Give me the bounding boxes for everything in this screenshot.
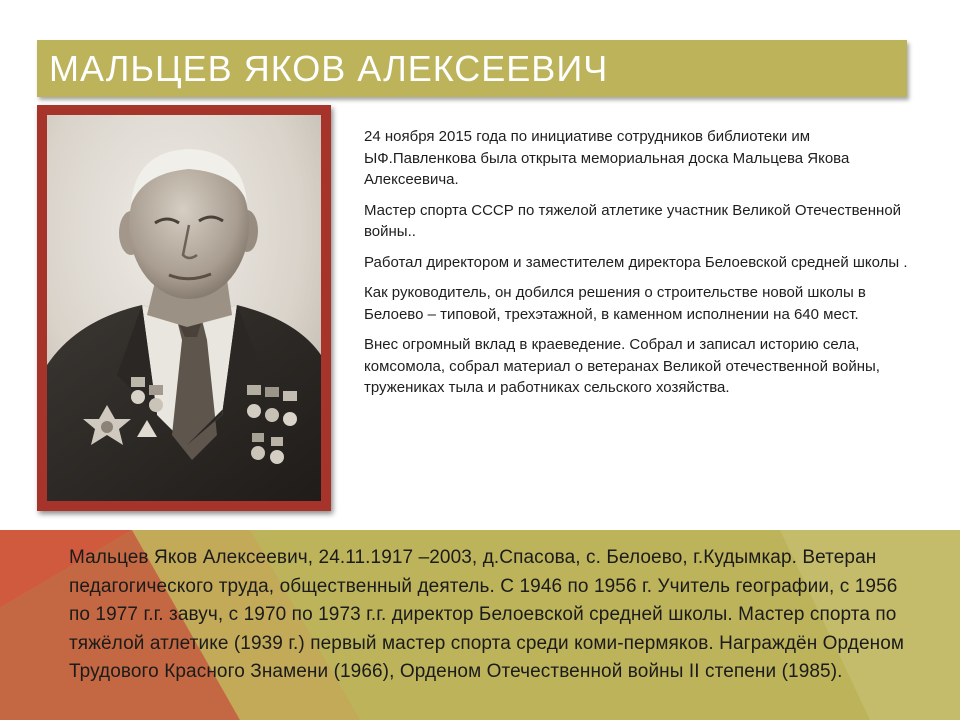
bio-paragraph-director: Работал директором и заместителем директора Белоевской средней школы . <box>364 253 908 271</box>
summary-text: Мальцев Яков Алексеевич, 24.11.1917 –2003, д.Спасова, с. Белоево, г.Кудымкар. Ветеран педагогического труда, общественный деятель. С 1946 по 1956 г. Учитель географии, с 1956 по 1977 г.г. завуч, с 1970 по 1973 г.г. директор Белоевской средней школы. Мастер спорта по тяжёлой атлетике (1939 г.) первый мастер спорта среди коми-пермяков. Награждён Орденом Трудового Красного Знамени (1966), Орденом Отечественной войны II степени (1985). <box>69 547 905 682</box>
title-bar <box>37 40 907 97</box>
bio-text <box>364 126 924 408</box>
portrait-illustration <box>47 115 321 501</box>
bio-paragraph-school: Как руководитель, он добился решения о строительстве новой школы в Белоево – типовой, трехэтажной, в каменном исполнении на 640 мест. <box>364 284 866 323</box>
portrait-frame <box>37 105 331 511</box>
bio-paragraph-plaque: 24 ноября 2015 года по инициативе сотрудников библиотеки им ЫФ.Павленкова была открыта мемориальная доска Мальцева Якова Алексеевича. <box>364 128 850 188</box>
bio-paragraph-local-history: Внес огромный вклад в краеведение. Собрал и записал историю села, комсомола, собрал материал о ветеранах Великой отечественной войны, тружениках тыла и работниках сельского хозяйства. <box>364 336 880 396</box>
page-title: МАЛЬЦЕВ ЯКОВ АЛЕКСЕЕВИЧ <box>49 48 609 89</box>
portrait-photo <box>47 115 321 501</box>
bio-paragraph-sport: Мастер спорта СССР по тяжелой атлетике участник Великой Отечественной войны.. <box>364 201 902 240</box>
